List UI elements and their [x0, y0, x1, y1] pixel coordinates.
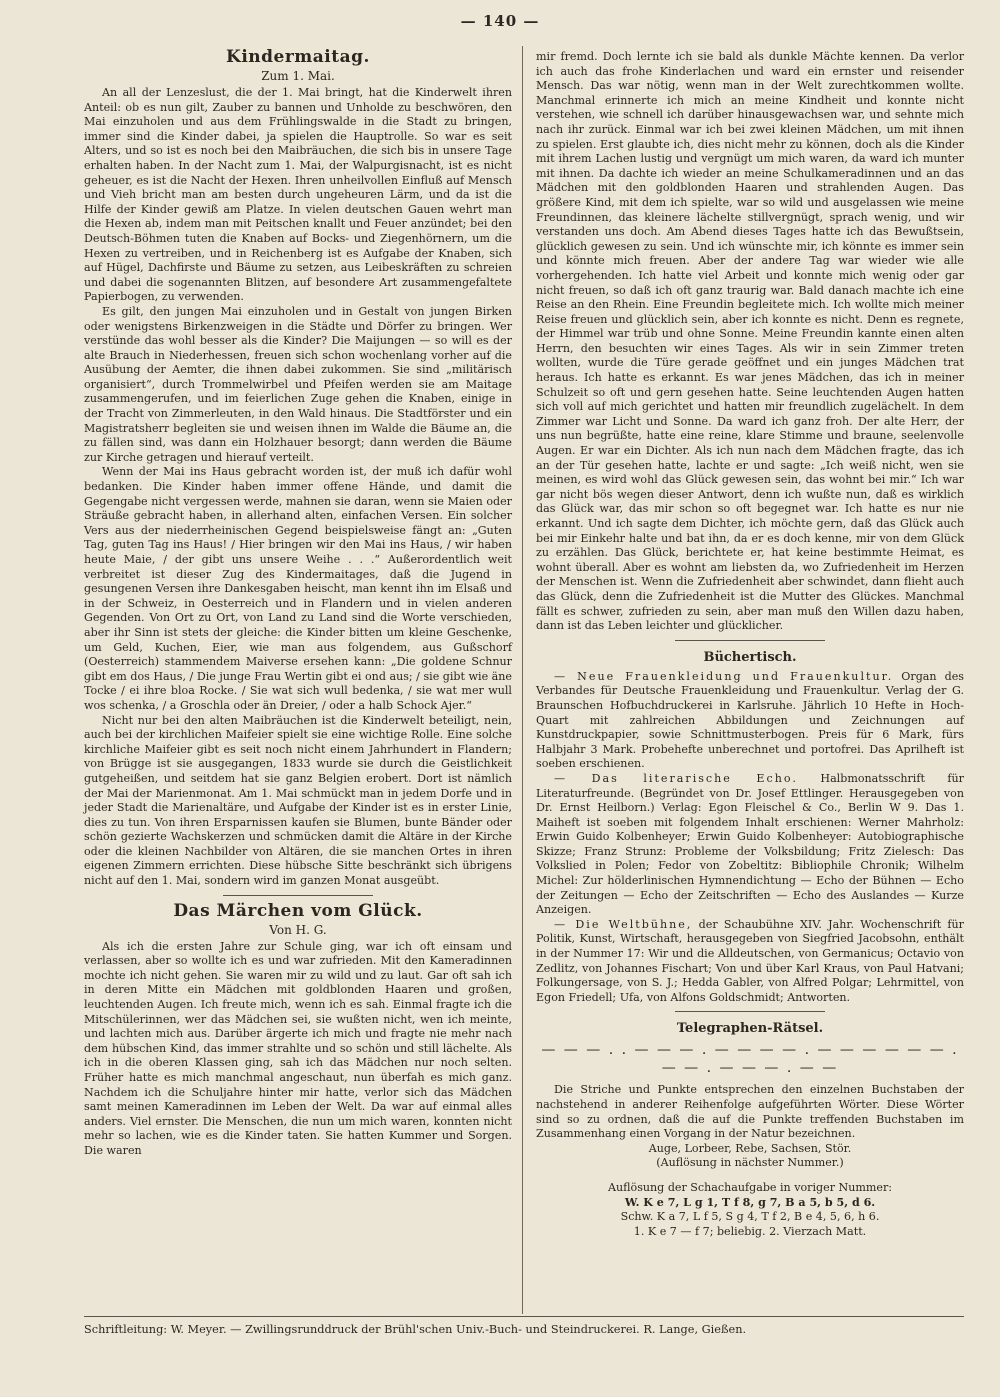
- article-byline-maerchen: Von H. G.: [269, 922, 327, 937]
- chess-white-position: W. K e 7, L g 1, T f 8, g 7, B a 5, b 5, d 6.: [624, 1195, 876, 1209]
- chess-moves: 1. K e 7 — f 7; beliebig. 2. Vierzach Matt.: [633, 1224, 867, 1238]
- section-title-buechertisch: Büchertisch.: [703, 649, 797, 665]
- book-entry-title: — Die Weltbühne,: [554, 917, 693, 931]
- telegraph-note: (Auflösung in nächster Nummer.): [656, 1156, 844, 1170]
- telegraph-instructions: Die Striche und Punkte entsprechen den einzelnen Buchstaben der nachstehend in anderer Reihenfolge aufgeführten Wörter. Diese Wörter sind so zu ordnen, daß die auf die Punkte treffenden Buchstaben im Zusammenhang einen Vorgang in der Natur bezeichnen.: [536, 1083, 964, 1141]
- maerchen-paragraph-1: Als ich die ersten Jahre zur Schule ging, war ich oft einsam und verlassen, aber so wollte ich es und war zufrieden. Mit den Kameradinnen mochte ich nicht gehen. Sie waren mir zu wild und zu laut. Gar oft sah ich in deren Mitte ein Mädchen mit goldblonden Haaren und großen, leuchtenden Augen. Ich freute mich, wenn ich es sah. Einmal fragte ich die Mitschülerinnen, wer das Mädchen sei, sie wußten nicht, wen ich meinte, und lachten mich aus. Darüber ärgerte ich mich und fragte nie mehr nach dem hübschen Kind, das immer strahlte und so schön und still lächelte. Als ich in die oberen Klassen ging, sah ich das Mädchen nur noch selten. Früher hatte es mich manchmal angeschaut, nun überfah es mich ganz. Nachdem ich die Schuljahre hinter mir hatte, verlor sich das Mädchen samt meinen Kameradinnen im Leben der Welt. Da war auf einmal alles anders. Viel ernster. Die Menschen, die nun um mich waren, konnten nicht mehr so lachen, wie es die Kinder taten. Sie hatten Kummer und Sorgen. Die waren: [84, 939, 512, 1157]
- footer-rule: [84, 1316, 964, 1317]
- kindermaitag-paragraph-1: An all der Lenzeslust, die der 1. Mai bringt, hat die Kinderwelt ihren Anteil: ob es nun gilt, Zauber zu bannen und Unholde zu beschwören, den Mai einzuholen und aus dem Frühlingswalde in die Stadt zu bringen, immer sind die Kinder dabei, ja spielen die Hauptrolle. So war es seit Alters, und so ist es noch bei den Maibräuchen, die sich bis in unsere Tage erhalten haben. In der Nacht zum 1. Mai, der Walpurgisnacht, ist es nicht geheuer, es ist die Nacht der Hexen. Ihren unheilvollen Einfluß auf Mensch und Vieh bricht man am besten durch ungeheuren Lärm, und da ist die Hilfe der Kinder gewiß am Platze. In vielen deutschen Gauen wehrt man die Hexen ab, indem man mit Peitschen knallt und Feuer anzündet; bei den Deutsch-Böhmen tuten die Knaben auf Bocks- und Ziegenhörnern, um die Hexen zu vertreiben, und in Reichenberg ist es Aufgabe der Knaben, sich auf Hügel, Dachfirste und Bäume zu setzen, aus Leibeskräften zu schreien und dabei die sogenannten Blitzen, auf besondere Art zusammengefaltete Papierbogen, zu verwenden.: [84, 86, 512, 304]
- chess-solution-title: Auflösung der Schachaufgabe in voriger Nummer:: [607, 1180, 893, 1194]
- book-entry-3: [536, 918, 964, 1006]
- chess-black-position: Schw. K a 7, L f 5, S g 4, T f 2, B e 4, 5, 6, h 6.: [620, 1210, 880, 1224]
- maerchen-continued-paragraph: mir fremd. Doch lernte ich sie bald als dunkle Mächte kennen. Da verlor ich auch das frohe Kinderlachen und ward ein ernster und reisender Mensch. Das war nötig, wenn man in der Welt zurechtkommen wollte. Manchmal erinnerte ich mich an meine Kindheit und konnte nicht verstehen, wie schnell ich darüber hinausgewachsen war, und sehnte mich nach ihr zurück. Einmal war ich bei zwei kleinen Mädchen, um mit ihnen zu spielen. Erst glaubte ich, dies nicht mehr zu können, doch als die Kinder mit ihrem Lachen lustig und vergnügt um mich waren, da ward ich munter mit ihnen. Da dachte ich wieder an meine Schulkameradinnen und an das Mädchen mit den goldblonden Haaren und strahlenden Augen. Das größere Kind, mit dem ich spielte, war so wild und ausgelassen wie meine Freundinnen, das kleinere lächelte stillvergnügt, sprach wenig, und wir verstanden uns doch. Am Abend dieses Tages hatte ich das Bewußtsein, glücklich gewesen zu sein. Und ich wünschte mir, ich könnte es immer sein und könnte mich freuen. Aber der andere Tag war wieder wie alle vorhergehenden. Ich hatte viel Arbeit und konnte mich wenig oder gar nicht freuen, so daß ich oft ganz traurig war. Bald danach machte ich eine Reise an den Rhein. Eine Freundin begleitete mich. Ich wollte mich meiner Reise freuen und glücklich sein, aber ich konnte es nicht. Denn es regnete, der Himmel war trüb und ohne Sonne. Meine Freundin kannte einen alten Herrn, den besuchten wir eines Tages. Als wir in sein Zimmer treten wollten, wurde die Türe gerade geöffnet und ein junges Mädchen trat heraus. Ich hatte es erkannt. Es war jenes Mädchen, das ich in meiner Schulzeit so oft und gern gesehen hatte. Seine leuchtenden Augen hatten sich voll auf mich gerichtet und hatten mir freundlich zugelächelt. In dem Zimmer war Licht und Sonne. Da ward ich ganz froh. Der alte Herr, der uns nun begrüßte, hatte eine reine, klare Stimme und braune, seelenvolle Augen. Er war ein Dichter. Als ich nun nach dem Mädchen fragte, das ich an der Tür gesehen hatte, lachte er und sagte: „Ich weiß nicht, wen sie meinen, es wird wohl das Glück gewesen sein, das wohnt bei mir.“ Ich war gar nicht bös wegen dieser Antwort, denn ich wußte nun, daß es wirklich das Glück war, das mir schon so oft begegnet war. Ich hatte es nur nie erkannt. Und ich sagte dem Dichter, ich möchte gern, daß das Glück auch bei mir Einkehr halte und bat ihn, da er es doch kenne, mir von dem Glück zu erzählen. Das Glück, berichtete er, hat keine bestimmte Heimat, es wohnt überall. Aber es wohnt am liebsten da, wo Zufriedenheit im Herzen der Menschen ist. Wenn die Zufriedenheit aber schwindet, dann flieht auch das Glück, denn die Zufriedenheit ist die Mutter des Glückes. Manchmal fällt es schwer, zufrieden zu sein, aber man muß den Willen dazu haben, dann ist das Leben leichter und glücklicher.: [536, 50, 964, 633]
- telegraph-words: Auge, Lorbeer, Rebe, Sachsen, Stör.: [648, 1141, 852, 1155]
- book-entry-1: [536, 670, 964, 772]
- chess-solution: [536, 1181, 964, 1239]
- article-title-kindermaitag: Kindermaitag.: [226, 47, 370, 67]
- page-number: — 140 —: [460, 12, 540, 30]
- book-entry-title: — Das literarische Echo.: [554, 771, 798, 785]
- section-divider: [223, 895, 373, 896]
- kindermaitag-paragraph-4: Nicht nur bei den alten Maibräuchen ist die Kinderwelt beteiligt, nein, auch bei der kirchlichen Maifeier spielt sie eine wichtige Rolle. Eine solche kirchliche Maifeier gibt es seit noch nicht einem Jahrhundert in Flandern; von Brügge ist sie ausgegangen, 1833 wurde sie durch die Geistlichkeit gutgeheißen, und seitdem hat sie ganz Belgien erobert. Dort ist nämlich der Mai der Marienmonat. Am 1. Mai schmückt man in jedem Dorfe und in jeder Stadt die Marienaltäre, und Aufgabe der Kinder ist es in erster Linie, dies zu tun. Von ihren Ersparnissen kaufen sie Blumen, bunte Bänder oder schön gezierte Wachskerzen und schmücken damit die Altäre in der Kirche oder die kleinen Nachbilder von Altären, die sie manchen Ortes in ihren eigenen Zimmern errichten. Diese hübsche Sitte beschränkt sich übrigens nicht auf den 1. Mai, sondern wird im ganzen Monat ausgeübt.: [84, 713, 512, 888]
- article-subtitle-kindermaitag: Zum 1. Mai.: [261, 69, 335, 83]
- section-title-telegraphen: Telegraphen-Rätsel.: [676, 1021, 824, 1037]
- kindermaitag-paragraph-2: Es gilt, den jungen Mai einzuholen und in Gestalt von jungen Birken oder wenigstens Birkenzweigen in die Städte und Dörfer zu bringen. Wer verstünde das wohl besser als die Kinder? Die Maijungen — so will es der alte Brauch in Niederhessen, freuen sich schon wochenlang vorher auf die Ausübung der Aemter, die ihnen dabei zukommen. Sie sind „militärisch organisiert“, durch Trommelwirbel und Pfeifen werden sie am Maitage zusammengerufen, und im feierlichen Zuge gehen die Knaben, einige in der Tracht von Zimmerleuten, in den Wald hinaus. Die Stadtförster und ein Magistratsherr begleiten sie und weisen ihnen im Walde die Bäume an, die zu fällen sind, was dann ein Holzhauer besorgt; dann werden die Bäume zur Kirche getragen und hierauf verteilt.: [84, 304, 512, 464]
- kindermaitag-paragraph-3: Wenn der Mai ins Haus gebracht worden ist, der muß ich dafür wohl bedanken. Die Kinder haben immer offene Hände, und damit die Gegengabe nicht vergessen werde, mahnen sie daran, wenn sie Maien oder Sträuße gebracht haben, in allerhand alten, einfachen Versen. Ein solcher Vers aus der niederrheinischen Gegend beispielsweise fängt an: „Guten Tag, guten Tag ins Haus! / Hier bringen wir den Mai ins Haus, / wir haben heute Maie, / der gibt uns unsere Weihe . . .“ Außerordentlich weit verbreitet ist dieser Zug des Kindermaitages, daß die Jugend in gesungenen Versen ihre Dankesgaben heischt, man kennt ihn im Elsaß und in der Schweiz, in Oesterreich und in Flandern und in vielen anderen Gegenden. Von Ort zu Ort, von Land zu Land sind die Worte verschieden, aber ihr Sinn ist stets der gleiche: die Kinder bitten um kleine Geschenke, um Geld, Kuchen, Eier, wie man aus folgendem, aus Gußschorf (Oesterreich) stammendem Maiverse ersehen kann: „Die goldene Schnur gibt em dos Haus, / Die junge Frau Wertin gibt ei ond aus; / sie gibt wie äne Tocke / ei ihre bloa Rocke. / Sie wat sich wull bedenka, / sie wat mer wull wos schenka, / a Groschla oder än Dreier, / oder a halb Schock Ajer.“: [84, 465, 512, 712]
- book-entry-title: — Neue Frauenkleidung und Frauenkultur.: [554, 669, 894, 683]
- column-rule: [522, 46, 523, 1314]
- book-entry-text: Halbmonatsschrift für Literaturfreunde. (Begründet von Dr. Josef Ettlinger. Herausgegeben von Dr. Ernst Heilborn.) Verlag: Egon Fleischel & Co., Berlin W 9. Das 1. Maiheft ist soeben mit folgendem Inhalt erschienen: Werner Mahrholz: Erwin Guido Kolbenheyer; Erwin Guido Kolbenheyer: Autobiographische Skizze; Franz Strunz: Probleme der Volksbildung; Fritz Zielesch: Das Volkslied in Polen; Fedor von Zobeltitz: Bibliophile Chronik; Wilhelm Michel: Zur hölderlinischen Hymnendichtung — Echo der Bühnen — Echo der Zeitungen — Echo der Zeitschriften — Echo des Auslandes — Kurze Anzeigen.: [536, 771, 964, 917]
- section-divider: [675, 640, 825, 641]
- right-column: [536, 50, 964, 1239]
- book-entry-text: der Schaubühne XIV. Jahr. Wochenschrift für Politik, Kunst, Wirtschaft, herausgegeben von Siegfried Jacobsohn, enthält in der Nummer 17: Wir und die Alldeutschen, von Germanicus; Octavio von Zedlitz, von Johannes Fischart; Von und über Karl Kraus, von Paul Hatvani; Folkungersage, von S. J.; Hedda Gabler, von Alfred Polgar; Lehrmittel, von Egon Friedell; Ufa, von Alfons Goldschmidt; Antworten.: [536, 917, 964, 1004]
- telegraph-pattern: — — — . . — — — . — — — — . — — — — — — . — — . — — — . — —: [541, 1042, 959, 1077]
- left-column: [84, 44, 512, 1159]
- book-entry-2: [536, 772, 964, 918]
- article-title-maerchen: Das Märchen vom Glück.: [173, 900, 423, 921]
- book-entry-text: Organ des Verbandes für Deutsche Frauenkleidung und Frauenkultur. Verlag der G. Braunschen Hofbuchdruckerei in Karlsruhe. Jährlich 10 Hefte in Hoch-Quart mit zahlreichen Abbildungen und Zeichnungen auf Kunstdruckpapier, sowie Schnittmusterbogen. Preis für 6 Mark, fürs Halbjahr 3 Mark. Probehefte unberechnet und portofrei. Das Aprilheft ist soeben erschienen.: [536, 669, 964, 771]
- section-divider: [675, 1011, 825, 1012]
- imprint-footer: Schriftleitung: W. Meyer. — Zwillingsrunddruck der Brühl'schen Univ.-Buch- und Steindruckerei. R. Lange, Gießen.: [84, 1323, 747, 1336]
